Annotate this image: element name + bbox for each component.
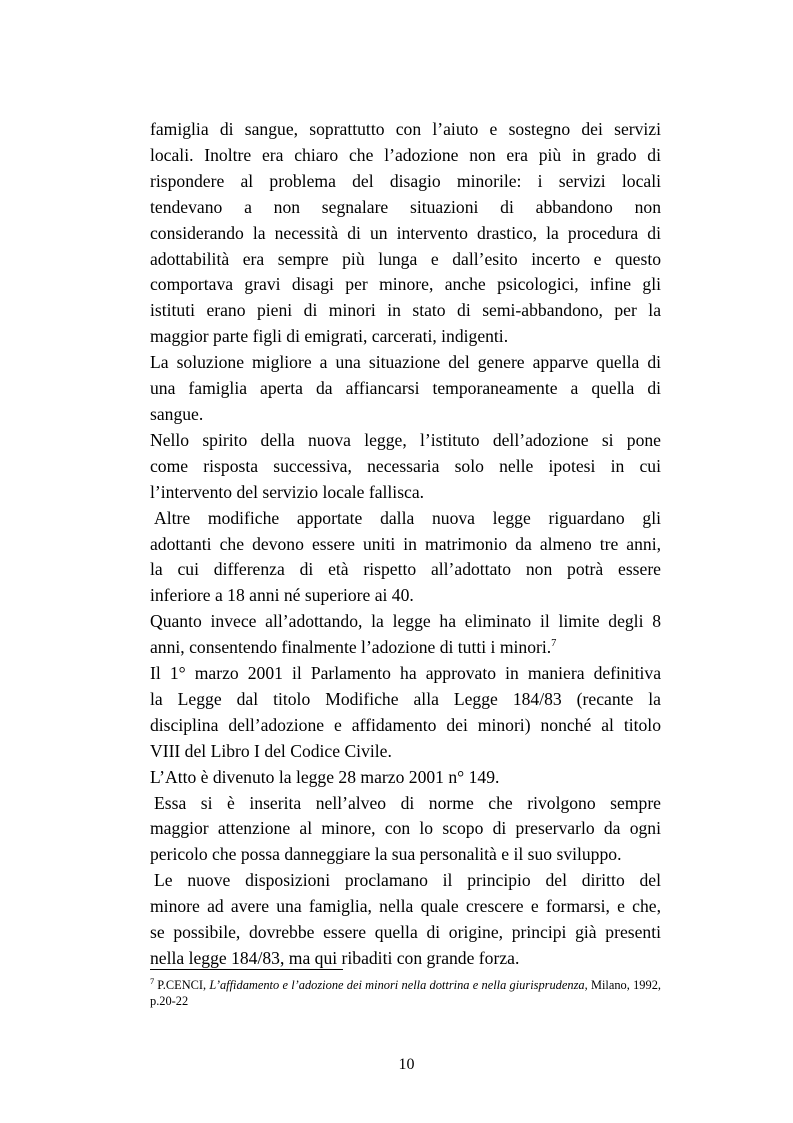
paragraph-8 bbox=[150, 791, 661, 869]
text-line: maggior attenzione al minore, con lo scopo di preservarlo da ogni bbox=[150, 818, 661, 839]
paragraph-5 bbox=[150, 609, 661, 661]
paragraph-9 bbox=[150, 868, 661, 972]
paragraph-6 bbox=[150, 661, 661, 765]
text-line: adottabilità era sempre più lunga e dall’esito incerto e questo bbox=[150, 248, 661, 269]
line-text: anni, consentendo finalmente l’adozione di tutti i minori. bbox=[150, 637, 552, 658]
text-line: pericolo che possa danneggiare la sua personalità e il suo sviluppo. bbox=[150, 844, 622, 865]
text-line: Quanto invece all’adottando, la legge ha eliminato il limite degli 8 bbox=[150, 611, 661, 632]
footnote-divider bbox=[150, 969, 343, 970]
text-line: disciplina dell’adozione e affidamento dei minori) nonché al titolo bbox=[150, 714, 661, 735]
paragraph-3 bbox=[150, 428, 661, 506]
text-line: Le nuove disposizioni proclamano il principio del diritto del bbox=[154, 870, 661, 891]
text-line: una famiglia aperta da affiancarsi temporaneamente a quella di bbox=[150, 378, 661, 399]
text-line: maggior parte figli di emigrati, carcerati, indigenti. bbox=[150, 326, 509, 347]
text-line: come risposta successiva, necessaria solo nelle ipotesi in cui bbox=[150, 455, 661, 476]
text-line: locali. Inoltre era chiaro che l’adozione non era più in grado di bbox=[150, 144, 661, 165]
paragraph-7 bbox=[150, 765, 661, 791]
text-line: Essa si è inserita nell’alveo di norme che rivolgono sempre bbox=[154, 792, 661, 813]
body-text bbox=[150, 117, 661, 972]
text-line: istituti erano pieni di minori in stato di semi-abbandono, per la bbox=[150, 300, 661, 321]
text-line: rispondere al problema del disagio minorile: i servizi locali bbox=[150, 170, 661, 191]
paragraph-4 bbox=[150, 506, 661, 610]
footnote-details: , Milano, 1992, p.20-22 bbox=[150, 978, 661, 1008]
text-line: inferiore a 18 anni né superiore ai 40. bbox=[150, 585, 414, 606]
text-line: l’intervento del servizio locale fallisca. bbox=[150, 481, 425, 502]
footnote-number: 7 bbox=[150, 976, 155, 986]
text-line: comportava gravi disagi per minore, anche psicologici, infine gli bbox=[150, 274, 661, 295]
text-line: adottanti che devono essere uniti in matrimonio da almeno tre anni, bbox=[150, 533, 661, 554]
paragraph-2 bbox=[150, 350, 661, 428]
text-line: La soluzione migliore a una situazione del genere apparve quella di bbox=[150, 352, 661, 373]
text-line: minore ad avere una famiglia, nella quale crescere e formarsi, e che, bbox=[150, 896, 661, 917]
text-line: L’Atto è divenuto la legge 28 marzo 2001 n° 149. bbox=[150, 766, 500, 787]
text-line: tendevano a non segnalare situazioni di abbandono non bbox=[150, 196, 661, 217]
text-line: se possibile, dovrebbe essere quella di origine, principi già presenti bbox=[150, 922, 661, 943]
text-line: sangue. bbox=[150, 403, 204, 424]
page-number: 10 bbox=[398, 1056, 415, 1073]
text-line: VIII del Libro I del Codice Civile. bbox=[150, 740, 392, 761]
footnote bbox=[150, 977, 661, 1009]
paragraph-1 bbox=[150, 117, 661, 350]
text-line: Nello spirito della nuova legge, l’istituto dell’adozione si pone bbox=[150, 429, 661, 450]
text-line: famiglia di sangue, soprattutto con l’aiuto e sostegno dei servizi bbox=[150, 119, 661, 139]
footnote-reference[interactable]: 7 bbox=[551, 638, 557, 650]
text-line bbox=[150, 635, 661, 661]
text-line: la cui differenza di età rispetto all’adottato non potrà essere bbox=[150, 559, 661, 580]
text-line: considerando la necessità di un intervento drastico, la procedura di bbox=[150, 222, 661, 243]
text-line: Il 1° marzo 2001 il Parlamento ha approvato in maniera definitiva bbox=[150, 663, 661, 684]
footnote-author: P.CENCI, bbox=[157, 978, 207, 992]
text-line: Altre modifiche apportate dalla nuova legge riguardano gli bbox=[154, 507, 661, 528]
footnote-title: L’affidamento e l’adozione dei minori nella dottrina e nella giurisprudenza bbox=[209, 978, 585, 992]
text-line: nella legge 184/83, ma qui ribaditi con grande forza. bbox=[150, 948, 520, 968]
text-line: la Legge dal titolo Modifiche alla Legge 184/83 (recante la bbox=[150, 688, 661, 709]
